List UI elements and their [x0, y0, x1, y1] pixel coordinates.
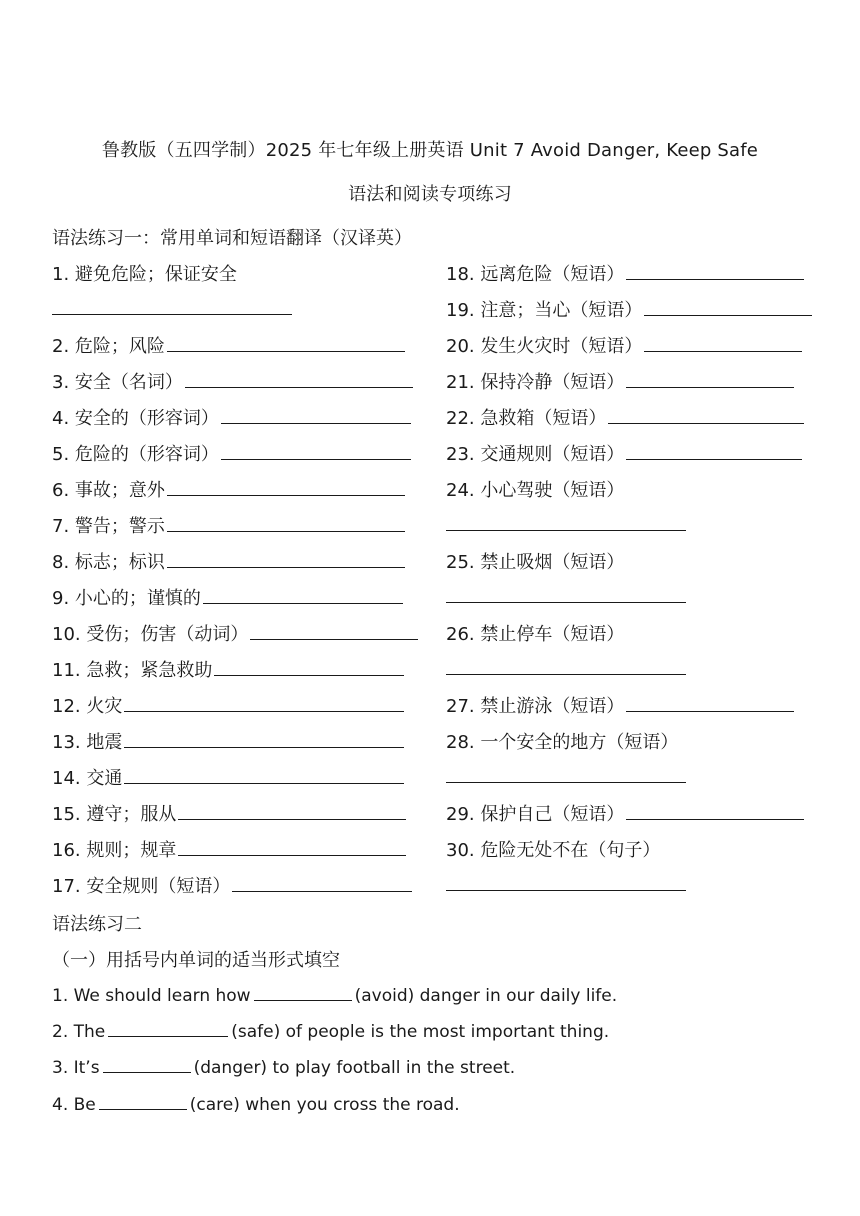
- exercise-text-after: (danger) to play football in the street.: [193, 1058, 516, 1078]
- vocab-item-label: 6. 事故；意外: [52, 480, 165, 501]
- vocab-item-label: 25. 禁止吸烟（短语）: [446, 552, 625, 573]
- fill-exercise-2: [52, 1020, 609, 1042]
- answer-blank[interactable]: [446, 656, 686, 675]
- answer-blank[interactable]: [124, 765, 404, 784]
- vocab-item-2: [52, 332, 405, 358]
- answer-blank[interactable]: [167, 513, 405, 532]
- vocab-item-13: [52, 728, 404, 754]
- vocab-item-label: 2. 危险；风险: [52, 336, 165, 357]
- vocab-item-7: [52, 512, 405, 538]
- vocab-item-10: [52, 620, 418, 646]
- vocab-item-label: 4. 安全的（形容词）: [52, 408, 219, 429]
- vocab-item-label: 13. 地震: [52, 732, 123, 753]
- vocab-item-17: [52, 872, 412, 898]
- vocab-item-11: [52, 656, 404, 682]
- vocab-item-5: [52, 440, 411, 466]
- answer-blank[interactable]: [446, 764, 686, 783]
- answer-blank[interactable]: [124, 693, 404, 712]
- vocab-item-16: [52, 836, 406, 862]
- exercise-text-before: 4. Be: [52, 1095, 96, 1115]
- answer-blank[interactable]: [221, 405, 411, 424]
- vocab-item-22: [446, 404, 804, 430]
- vocab-item-12: [52, 692, 404, 718]
- vocab-item-24: [446, 476, 624, 502]
- vocab-item-1-answer: [52, 296, 292, 320]
- vocab-item-label: 19. 注意；当心（短语）: [446, 300, 643, 321]
- answer-blank[interactable]: [644, 297, 812, 316]
- answer-blank[interactable]: [446, 512, 686, 531]
- vocab-item-label: 17. 安全规则（短语）: [52, 876, 231, 897]
- exercise-text-before: 2. The: [52, 1022, 106, 1042]
- vocab-item-label: 16. 规则；规章: [52, 840, 177, 861]
- answer-blank[interactable]: [178, 837, 406, 856]
- vocab-item-14: [52, 764, 404, 790]
- vocab-item-label: 24. 小心驾驶（短语）: [446, 480, 625, 501]
- document-title: 鲁教版（五四学制）2025 年七年级上册英语 Unit 7 Avoid Danger, Keep Safe: [101, 140, 759, 161]
- vocab-item-label: 26. 禁止停车（短语）: [446, 624, 625, 645]
- vocab-item-20: [446, 332, 802, 358]
- answer-blank[interactable]: [608, 405, 804, 424]
- vocab-item-label: 5. 危险的（形容词）: [52, 444, 219, 465]
- document-subtitle: 语法和阅读专项练习: [348, 184, 512, 205]
- vocab-item-15: [52, 800, 406, 826]
- answer-blank[interactable]: [108, 1020, 228, 1037]
- answer-blank[interactable]: [446, 872, 686, 891]
- answer-blank[interactable]: [254, 984, 352, 1001]
- vocab-item-label: 1. 避免危险；保证安全: [52, 264, 237, 285]
- answer-blank[interactable]: [167, 549, 405, 568]
- answer-blank[interactable]: [250, 621, 418, 640]
- vocab-item-label: 15. 遵守；服从: [52, 804, 177, 825]
- answer-blank[interactable]: [221, 441, 411, 460]
- vocab-item-label: 30. 危险无处不在（句子）: [446, 840, 661, 861]
- vocab-item-label: 7. 警告；警示: [52, 516, 165, 537]
- vocab-item-label: 14. 交通: [52, 768, 123, 789]
- vocab-item-label: 23. 交通规则（短语）: [446, 444, 625, 465]
- answer-blank[interactable]: [214, 657, 404, 676]
- vocab-item-24-answer: [446, 512, 686, 536]
- vocab-item-label: 12. 火灾: [52, 696, 123, 717]
- vocab-item-25: [446, 548, 624, 574]
- answer-blank[interactable]: [103, 1056, 191, 1073]
- vocab-item-18: [446, 260, 804, 286]
- fill-exercise-4: [52, 1093, 460, 1115]
- answer-blank[interactable]: [626, 261, 804, 280]
- answer-blank[interactable]: [178, 801, 406, 820]
- answer-blank[interactable]: [203, 585, 403, 604]
- answer-blank[interactable]: [446, 584, 686, 603]
- answer-blank[interactable]: [644, 333, 802, 352]
- vocab-item-30-answer: [446, 872, 686, 896]
- subsection1-heading: （一）用括号内单词的适当形式填空: [52, 950, 340, 971]
- answer-blank[interactable]: [626, 693, 794, 712]
- vocab-item-label: 18. 远离危险（短语）: [446, 264, 625, 285]
- exercise-text-before: 3. It’s: [52, 1058, 100, 1078]
- fill-exercise-3: [52, 1056, 515, 1078]
- exercise-text-after: (care) when you cross the road.: [189, 1095, 460, 1115]
- vocab-item-label: 27. 禁止游泳（短语）: [446, 696, 625, 717]
- vocab-item-label: 3. 安全（名词）: [52, 372, 183, 393]
- vocab-item-28-answer: [446, 764, 686, 788]
- vocab-item-label: 28. 一个安全的地方（短语）: [446, 732, 679, 753]
- vocab-item-27: [446, 692, 794, 718]
- answer-blank[interactable]: [99, 1093, 187, 1110]
- answer-blank[interactable]: [626, 369, 794, 388]
- exercise-text-before: 1. We should learn how: [52, 986, 251, 1006]
- vocab-item-label: 21. 保持冷静（短语）: [446, 372, 625, 393]
- answer-blank[interactable]: [124, 729, 404, 748]
- vocab-item-8: [52, 548, 405, 574]
- answer-blank[interactable]: [232, 873, 412, 892]
- answer-blank[interactable]: [626, 441, 802, 460]
- answer-blank[interactable]: [626, 801, 804, 820]
- vocab-item-label: 11. 急救；紧急救助: [52, 660, 213, 681]
- fill-exercise-1: [52, 984, 617, 1006]
- vocab-item-label: 9. 小心的；谨慎的: [52, 588, 201, 609]
- vocab-item-25-answer: [446, 584, 686, 608]
- vocab-item-29: [446, 800, 804, 826]
- vocab-item-6: [52, 476, 405, 502]
- vocab-item-label: 22. 急救箱（短语）: [446, 408, 607, 429]
- vocab-item-30: [446, 836, 660, 862]
- vocab-item-28: [446, 728, 678, 754]
- answer-blank[interactable]: [185, 369, 413, 388]
- vocab-item-26: [446, 620, 624, 646]
- answer-blank[interactable]: [167, 477, 405, 496]
- vocab-item-label: 10. 受伤；伤害（动词）: [52, 624, 249, 645]
- section2-heading: 语法练习二: [52, 914, 142, 935]
- exercise-text-after: (safe) of people is the most important thing.: [231, 1022, 610, 1042]
- vocab-item-23: [446, 440, 802, 466]
- section1-heading: 语法练习一：常用单词和短语翻译（汉译英）: [52, 228, 412, 249]
- exercise-text-after: (avoid) danger in our daily life.: [354, 986, 618, 1006]
- vocab-item-label: 8. 标志；标识: [52, 552, 165, 573]
- vocab-item-21: [446, 368, 794, 394]
- answer-blank[interactable]: [52, 296, 292, 315]
- vocab-item-label: 29. 保护自己（短语）: [446, 804, 625, 825]
- vocab-item-label: 20. 发生火灾时（短语）: [446, 336, 643, 357]
- vocab-item-26-answer: [446, 656, 686, 680]
- vocab-item-4: [52, 404, 411, 430]
- answer-blank[interactable]: [167, 333, 405, 352]
- vocab-item-3: [52, 368, 413, 394]
- vocab-item-9: [52, 584, 403, 610]
- vocab-item-19: [446, 296, 812, 322]
- vocab-item-1: [52, 260, 237, 286]
